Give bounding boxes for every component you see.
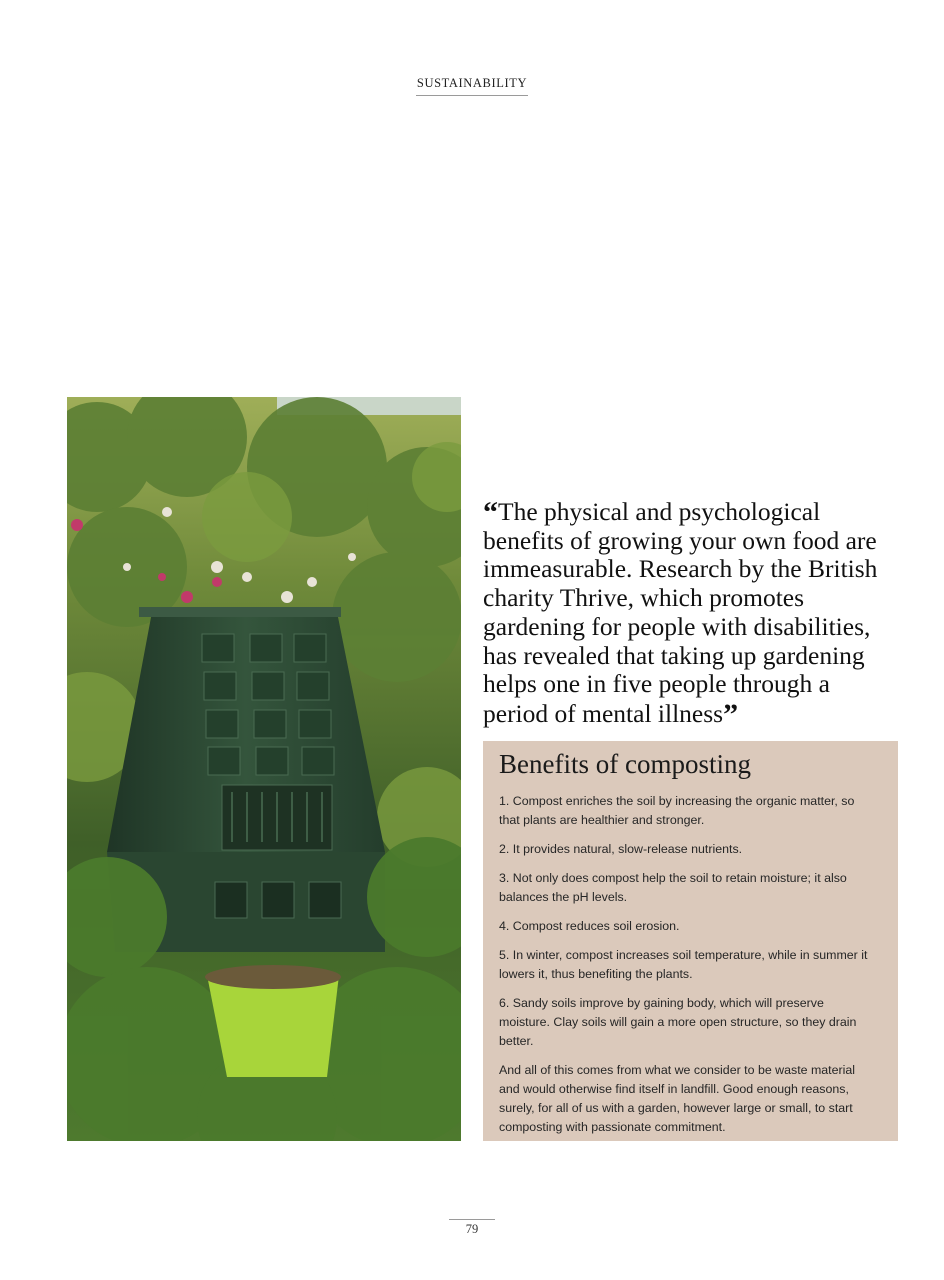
benefit-item: 4. Compost reduces soil erosion.: [499, 918, 680, 933]
close-quote-mark: ”: [723, 697, 739, 731]
section-header: SUSTAINABILITY: [416, 76, 528, 96]
pull-quote-text: The physical and psychological benefits of growing your own food are immeasurable. Research by the British charity Thrive, which promotes gardening for people with disabilities, has revealed that taking up gardening helps one in five people through a period of mental illness: [483, 497, 878, 728]
benefit-item: 6. Sandy soils improve by gaining body, which will preserve moisture. Clay soils will gain a more open structure, so they drain better.: [499, 995, 857, 1048]
benefit-item: 3. Not only does compost help the soil to retain moisture; it also balances the pH levels.: [499, 870, 847, 904]
benefit-item: 5. In winter, compost increases soil temperature, while in summer it lowers it, thus benefiting the plants.: [499, 947, 868, 981]
compost-bin-photo: [67, 397, 461, 1141]
sidebar-title: Benefits of composting: [499, 749, 751, 779]
pull-quote: [483, 497, 893, 729]
benefit-item: 1. Compost enriches the soil by increasing the organic matter, so that plants are healthier and stronger.: [499, 794, 855, 828]
benefits-sidebar: [483, 741, 898, 1141]
benefit-item: 2. It provides natural, slow-release nutrients.: [499, 842, 743, 856]
page-number: 79: [449, 1219, 495, 1237]
sidebar-closing: And all of this comes from what we consider to be waste material and would otherwise find itself in landfill. Good enough reasons, surely, for all of us with a garden, however large or small, to start composting with passionate commitment.: [499, 1062, 856, 1135]
open-quote-mark: “: [483, 496, 498, 529]
